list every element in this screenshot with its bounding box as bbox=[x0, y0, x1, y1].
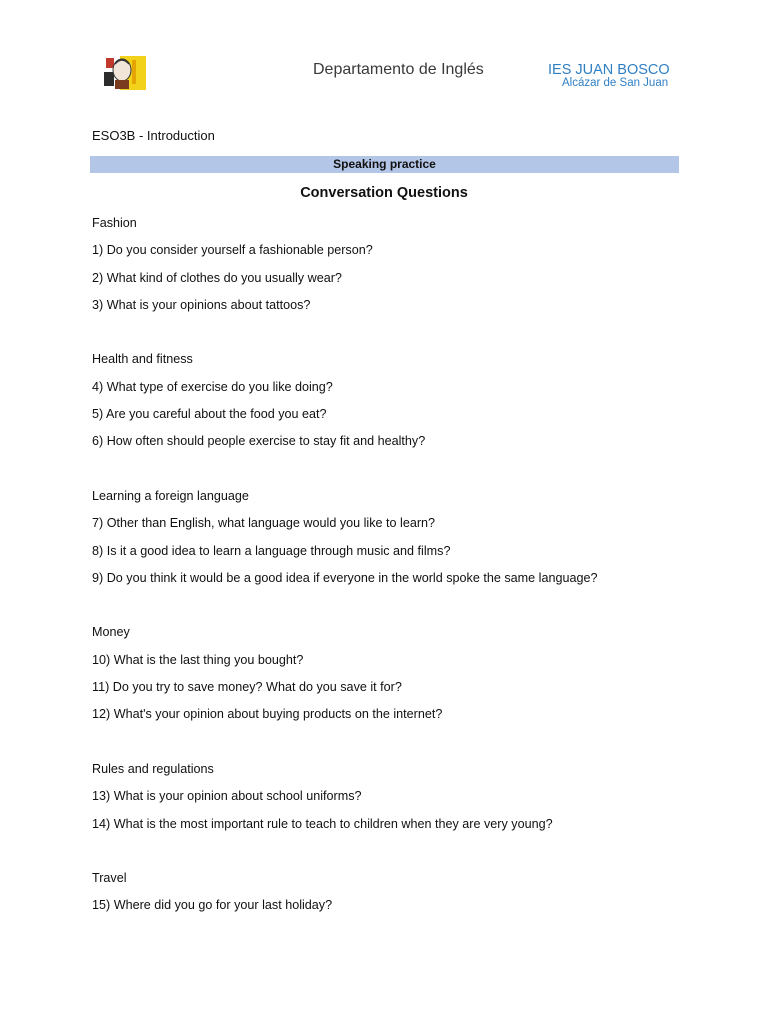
question-item: 1) Do you consider yourself a fashionable person? bbox=[92, 243, 373, 258]
section-banner: Speaking practice bbox=[90, 156, 679, 173]
question-item: 12) What's your opinion about buying products on the internet? bbox=[92, 707, 443, 722]
section-heading: Money bbox=[92, 625, 130, 640]
school-town: Alcázar de San Juan bbox=[562, 77, 669, 89]
question-item: 3) What is your opinions about tattoos? bbox=[92, 297, 311, 312]
question-item: 14) What is the most important rule to teach to children when they are very young? bbox=[92, 816, 553, 831]
spacer bbox=[92, 324, 692, 351]
question-item: 8) Is it a good idea to learn a language through music and films? bbox=[92, 543, 451, 558]
spacer bbox=[92, 597, 692, 624]
school-logo-icon bbox=[102, 54, 148, 92]
question-item: 5) Are you careful about the food you eat? bbox=[92, 407, 327, 422]
school-name: IES JUAN BOSCO bbox=[548, 62, 670, 78]
section-rules bbox=[92, 761, 692, 843]
section-heading: Fashion bbox=[92, 216, 137, 230]
section-travel bbox=[92, 870, 692, 925]
section-heading: Rules and regulations bbox=[92, 761, 214, 776]
question-item: 2) What kind of clothes do you usually wear? bbox=[92, 270, 342, 285]
question-item: 7) Other than English, what language would you like to learn? bbox=[92, 516, 436, 531]
question-item: 4) What type of exercise do you like doing? bbox=[92, 379, 333, 394]
question-item: 9) Do you think it would be a good idea if everyone in the world spoke the same language? bbox=[92, 570, 598, 585]
question-item: 11) Do you try to save money? What do you save it for? bbox=[92, 680, 402, 695]
section-money bbox=[92, 624, 692, 733]
section-heading: Learning a foreign language bbox=[92, 488, 249, 503]
question-item: 10) What is the last thing you bought? bbox=[92, 652, 304, 667]
question-item: 6) How often should people exercise to stay fit and healthy? bbox=[92, 434, 426, 449]
section-fashion bbox=[92, 215, 692, 324]
question-list bbox=[92, 215, 692, 925]
section-heading: Health and fitness bbox=[92, 352, 193, 367]
question-item: 15) Where did you go for your last holiday? bbox=[92, 898, 333, 913]
spacer bbox=[92, 461, 692, 488]
class-label: ESO3B - Introduction bbox=[92, 128, 215, 143]
spacer bbox=[92, 734, 692, 761]
question-item: 13) What is your opinion about school uniforms? bbox=[92, 789, 362, 804]
section-language bbox=[92, 488, 692, 597]
section-heading: Travel bbox=[92, 871, 127, 886]
department-title: Departamento de Inglés bbox=[313, 61, 484, 78]
spacer bbox=[92, 843, 692, 870]
page-title: Conversation Questions bbox=[300, 185, 468, 201]
section-health bbox=[92, 351, 692, 460]
